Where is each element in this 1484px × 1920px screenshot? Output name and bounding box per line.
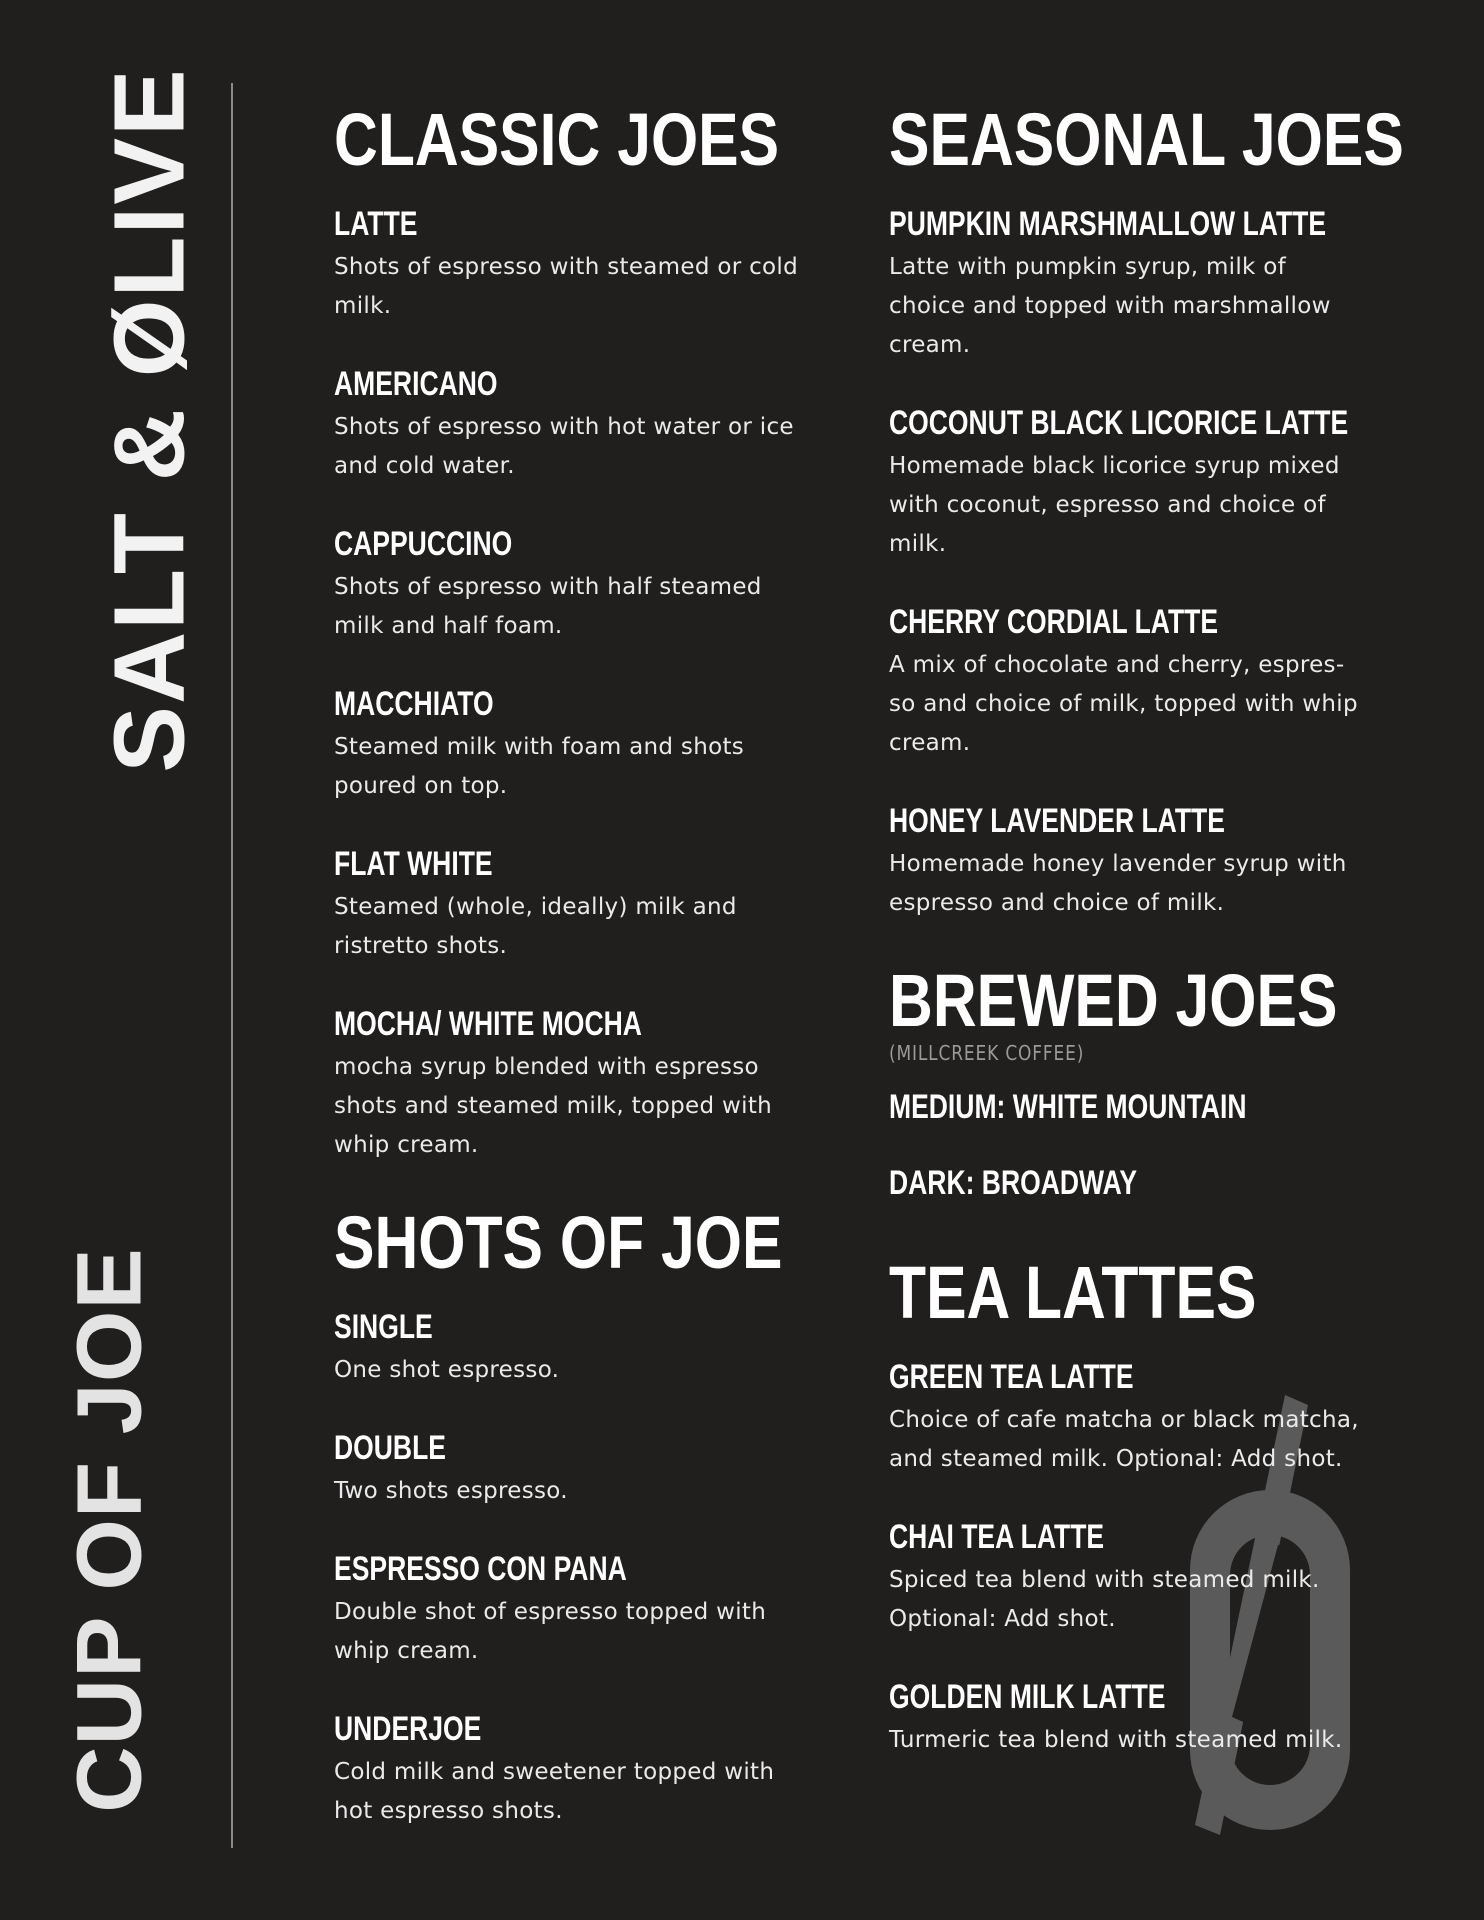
item-description: Choice of cafe matcha or black matcha, and steamed milk. Optional: Add shot. [889, 1407, 1359, 1472]
brand-name: SALT & ØLIVE [93, 67, 206, 773]
menu-item [334, 1549, 804, 1671]
item-name: COCONUT BLACK LICORICE LATTE [889, 404, 1349, 442]
item-description: Shots of espresso with half steamed milk and half foam. [334, 574, 762, 639]
item-description: Shots of espresso with hot water or ice and cold water. [334, 414, 794, 479]
menu-item [334, 1428, 804, 1511]
item-name: DOUBLE [334, 1429, 446, 1467]
menu-item [334, 204, 804, 326]
section-title-shots: SHOTS OF JOE [334, 1201, 783, 1284]
item-name: GREEN TEA LATTE [889, 1358, 1134, 1396]
item-description: Spiced tea blend with steamed milk. Optional: Add shot. [889, 1567, 1320, 1632]
right-column [889, 98, 1404, 1798]
item-description: Turmeric tea blend with steamed milk. [889, 1727, 1343, 1753]
item-name: CAPPUCCINO [334, 525, 513, 563]
item-name: UNDERJOE [334, 1710, 482, 1748]
menu-item [334, 844, 804, 966]
brewed-list [889, 1087, 1359, 1203]
section-subtitle-brewed: (MILLCREEK COFFEE) [889, 1041, 1085, 1065]
section-title-brewed: BREWED JOES [889, 959, 1338, 1042]
item-name: FLAT WHITE [334, 845, 493, 883]
menu-item [889, 204, 1359, 365]
item-name: PUMPKIN MARSHMALLOW LATTE [889, 205, 1327, 243]
item-name: AMERICANO [334, 365, 498, 403]
section-title-seasonal: SEASONAL JOES [889, 98, 1404, 181]
item-description: Steamed (whole, ideally) milk and ristretto shots. [334, 894, 737, 959]
section-title-tea: TEA LATTES [889, 1251, 1257, 1334]
item-description: Latte with pumpkin syrup, milk of choice and topped with marshmallow cream. [889, 254, 1331, 358]
menu-item [889, 801, 1359, 923]
left-column [334, 100, 804, 1869]
section-title-classic: CLASSIC JOES [334, 98, 780, 181]
item-description: Homemade black licorice syrup mixed with coconut, espresso and choice of milk. [889, 453, 1340, 557]
menu-item [889, 602, 1359, 763]
item-description: mocha syrup blended with espresso shots and steamed milk, topped with whip cream. [334, 1054, 773, 1158]
tea-list [889, 1357, 1359, 1760]
shots-list [334, 1307, 804, 1831]
brand-tagline: CUP OF JOE [58, 1247, 161, 1813]
item-name: HONEY LAVENDER LATTE [889, 802, 1225, 840]
item-name: MOCHA/ WHITE MOCHA [334, 1005, 642, 1043]
menu-item [889, 1517, 1359, 1639]
item-description: One shot espresso. [334, 1357, 560, 1383]
item-name: ESPRESSO CON PANA [334, 1550, 627, 1588]
item-name: SINGLE [334, 1308, 433, 1346]
item-name: CHAI TEA LATTE [889, 1518, 1105, 1556]
classic-list [334, 204, 804, 1165]
item-name: CHERRY CORDIAL LATTE [889, 603, 1219, 641]
menu-item [334, 684, 804, 806]
brew-item: DARK: BROADWAY [889, 1164, 1138, 1202]
item-description: Cold milk and sweetener topped with hot espresso shots. [334, 1759, 775, 1824]
seasonal-list [889, 204, 1359, 923]
item-name: GOLDEN MILK LATTE [889, 1678, 1166, 1716]
item-name: MACCHIATO [334, 685, 494, 723]
menu-item [889, 1677, 1359, 1760]
menu-item [889, 403, 1359, 564]
menu-item [334, 364, 804, 486]
item-description: Homemade honey lavender syrup with espresso and choice of milk. [889, 851, 1347, 916]
item-description: Two shots espresso. [334, 1478, 568, 1504]
menu-item [334, 524, 804, 646]
item-description: Shots of espresso with steamed or cold milk. [334, 254, 798, 319]
menu-item [334, 1709, 804, 1831]
item-description: A mix of chocolate and cherry, espres-so and choice of milk, topped with whip cream. [889, 652, 1358, 756]
menu-item [334, 1004, 804, 1165]
item-description: Double shot of espresso topped with whip cream. [334, 1599, 767, 1664]
vertical-divider [231, 83, 233, 1848]
menu-item [889, 1357, 1359, 1479]
menu-item [334, 1307, 804, 1390]
brew-item: MEDIUM: WHITE MOUNTAIN [889, 1088, 1247, 1126]
item-name: LATTE [334, 205, 418, 243]
item-description: Steamed milk with foam and shots poured on top. [334, 734, 745, 799]
